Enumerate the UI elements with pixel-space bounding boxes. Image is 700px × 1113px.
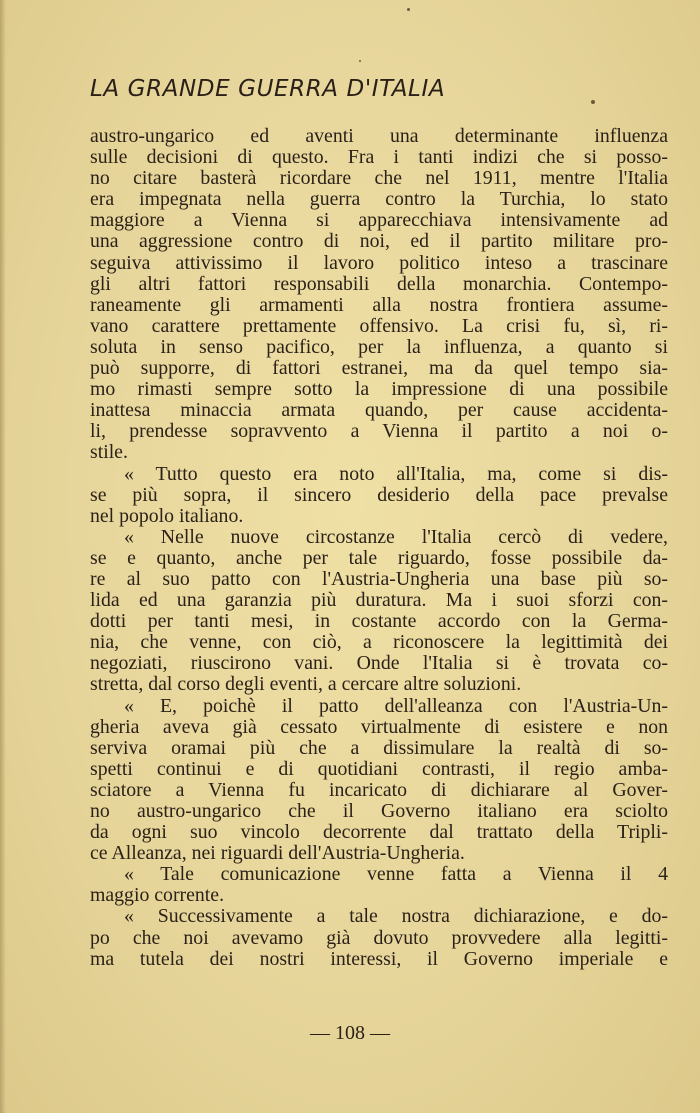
text-line: no citare basterà ricordare che nel 1911, mentre l'Italia (90, 168, 668, 190)
text-line: li, prendesse sopravvento a Vienna il partito a noi o- (90, 421, 668, 443)
running-head: LA GRANDE GUERRA D'ITALIA (90, 76, 446, 102)
text-line: maggiore a Vienna si apparecchiava intensivamente ad (90, 210, 668, 232)
text-line: ce Alleanza, nei riguardi dell'Austria-Ungheria. (90, 843, 465, 865)
text-line: soluta in senso pacifico, per la influenza, a quanto si (90, 336, 668, 358)
text-line: negoziati, riuscirono vani. Onde l'Italia si è trovata co- (90, 653, 668, 675)
text-line: « Tutto questo era noto all'Italia, ma, come si dis- (124, 463, 668, 485)
text-line: raneamente gli armamenti alla nostra frontiera assume- (90, 294, 668, 316)
text-line: nia, che venne, con ciò, a riconoscere la legittimità dei (90, 632, 668, 654)
text-line: mo rimasti sempre sotto la impressione di una possibile (90, 379, 668, 401)
paragraph (90, 464, 668, 527)
paper-speck (407, 8, 410, 11)
text-line: lida ed una garanzia più duratura. Ma i suoi sforzi con- (90, 590, 668, 612)
text-line: dotti per tanti mesi, in costante accordo con la Germa- (90, 611, 668, 633)
paragraph (90, 864, 668, 906)
text-line: può supporre, di fattori estranei, ma da quel tempo sia- (90, 358, 668, 380)
text-line: da ogni suo vincolo decorrente dal trattato della Tripli- (90, 822, 668, 844)
page-edge-shadow (0, 0, 6, 1113)
paper-speck (359, 60, 361, 62)
text-line: stile. (90, 442, 128, 464)
text-line: « Successivamente a tale nostra dichiarazione, e do- (124, 906, 668, 928)
text-line: no austro-ungarico che il Governo italiano era sciolto (90, 801, 668, 822)
text-line: seguiva attivissimo il lavoro politico inteso a trascinare (90, 252, 668, 274)
text-line: era impegnata nella guerra contro la Turchia, lo stato (90, 189, 668, 211)
text-line: ma tutela dei nostri interessi, il Governo imperiale e (90, 948, 668, 970)
text-line: stretta, dal corso degli eventi, a cercare altre soluzioni. (90, 674, 522, 696)
text-line: spetti continui e di quotidiani contrasti, il regio amba- (90, 758, 668, 780)
text-line: inattesa minaccia armata quando, per cause accidenta- (90, 400, 668, 422)
text-line: « E, poichè il patto dell'alleanza con l'Austria-Un- (124, 695, 668, 717)
text-line: « Nelle nuove circostanze l'Italia cercò di vedere, (124, 526, 668, 548)
text-line: po che noi avevamo già dovuto provvedere alla legitti- (90, 927, 668, 949)
text-line: se e quanto, anche per tale riguardo, fosse possibile da- (90, 547, 668, 569)
page-number: — 108 — (310, 1022, 390, 1044)
paper-speck (591, 100, 595, 104)
text-line: austro-ungarico ed aventi una determinante influenza (90, 126, 668, 147)
paragraph (90, 696, 668, 865)
text-line: gheria aveva già cessato virtualmente di esistere e non (90, 716, 668, 738)
text-line: serviva oramai più che a dissimulare la realtà di so- (90, 737, 668, 759)
paragraph (90, 527, 668, 696)
text-line: nel popolo italiano. (90, 505, 244, 527)
text-line: gli altri fattori responsabili della monarchia. Contempo- (90, 273, 668, 295)
text-line: « Tale comunicazione venne fatta a Vienna il 4 (124, 864, 668, 886)
body-text (90, 126, 668, 970)
text-line: maggio corrente. (90, 885, 225, 907)
text-line: re al suo patto con l'Austria-Ungheria una base più so- (90, 568, 668, 590)
text-line: sciatore a Vienna fu incaricato di dichiarare al Gover- (90, 779, 668, 801)
text-line: vano carattere prettamente offensivo. La crisi fu, sì, ri- (90, 315, 668, 337)
paragraph (90, 126, 668, 464)
text-line: sulle decisioni di questo. Fra i tanti indizi che si posso- (90, 147, 668, 169)
text-line: se più sopra, il sincero desiderio della pace prevalse (90, 484, 668, 506)
paragraph (90, 906, 668, 969)
text-line: una aggressione contro di noi, ed il partito militare pro- (90, 231, 668, 253)
